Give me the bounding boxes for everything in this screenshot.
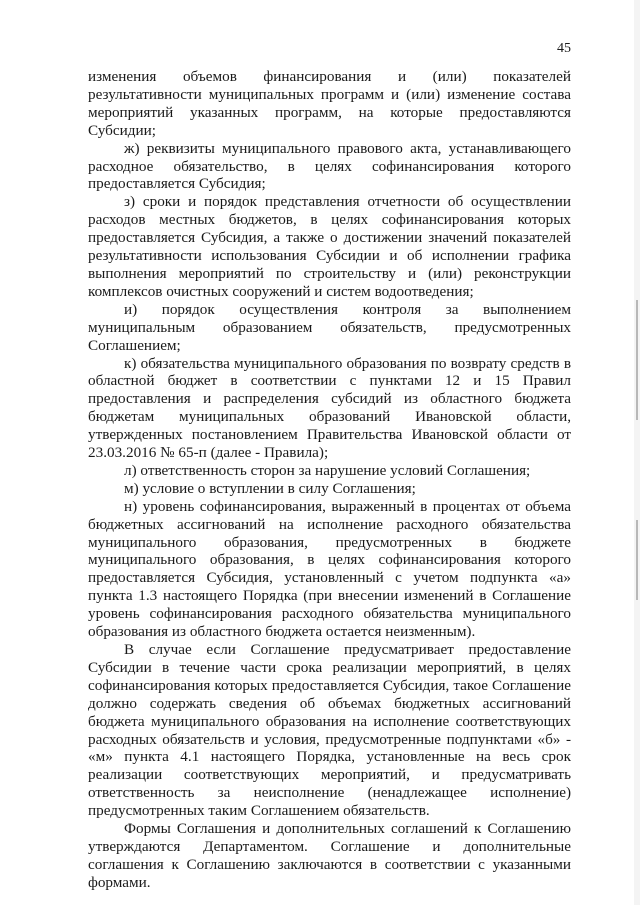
paragraph-item-zh: ж) реквизиты муниципального правового акта, устанавливающего расходное обязательство, в целях софинансирования которого предоставляется Субсидия; [88, 139, 571, 193]
paragraph-item-i: и) порядок осуществления контроля за выполнением муниципальным образованием обязательств, предусмотренных Соглашением; [88, 300, 571, 354]
scan-edge-shadow [634, 0, 640, 905]
scan-edge-mark [636, 300, 638, 420]
page-number: 45 [557, 41, 571, 56]
paragraph-item-k: к) обязательства муниципального образования по возврату средств в областной бюджет в соответствии с пунктами 12 и 15 Правил предоставления и распределения субсидий из областного бюджета бюджетам муниципальных образований Ивановской области, утвержденных постановлением Правительства Ивановской области от 23.03.2016 № 65-п (далее - Правила); [88, 354, 571, 462]
scan-edge-mark [636, 520, 638, 600]
paragraph-partial-period: В случае если Соглашение предусматривает предоставление Субсидии в течение части срока реализации мероприятий, в целях софинансирования которых предоставляется Субсидия, такое Соглашение должно содержать сведения об объемах бюджетных ассигнований бюджета муниципального образования на исполнение соответствующих расходных обязательств и условия, предусмотренные подпунктами «б» - «м» пункта 4.1 настоящего Порядка, установленные на весь срок реализации соответствующих мероприятий, и предусматривать ответственность за неисполнение (ненадлежащее исполнение) предусмотренных таким Соглашением обязательств. [88, 641, 571, 820]
paragraph-item-m: м) условие о вступлении в силу Соглашения; [124, 479, 416, 497]
paragraph-continuation: изменения объемов финансирования и (или) показателей результативности муниципальных программ и (или) изменение состава мероприятий указанных программ, на которые предоставляются Субсидии; [88, 68, 571, 139]
paragraph-item-z: з) сроки и порядок представления отчетности об осуществлении расходов местных бюджетов, в целях софинансирования которых предоставляется Субсидия, а также о достижении значений показателей результативности использования Субсидии и об исполнении графика выполнения мероприятий по строительству и (или) реконструкции комплексов очистных сооружений и систем водоотведения; [88, 193, 571, 300]
document-body [88, 68, 571, 892]
paragraph-item-l: л) ответственность сторон за нарушение условий Соглашения; [124, 461, 531, 479]
paragraph-item-n: н) уровень софинансирования, выраженный в процентах от объема бюджетных ассигнований на исполнение расходного обязательства муниципального образования, предусмотренных в бюджете муниципального образования, в целях софинансирования которого предоставляется Субсидия, установленный с учетом подпункта «а» пункта 1.3 настоящего Порядка (при внесении изменений в Соглашение уровень софинансирования расходного обязательства муниципального образования из областного бюджета остается неизменным). [88, 497, 571, 641]
paragraph-forms: Формы Соглашения и дополнительных соглашений к Соглашению утверждаются Департаментом. Соглашение и дополнительные соглашения к Соглашению заключаются в соответствии с указанными формами. [88, 820, 571, 891]
